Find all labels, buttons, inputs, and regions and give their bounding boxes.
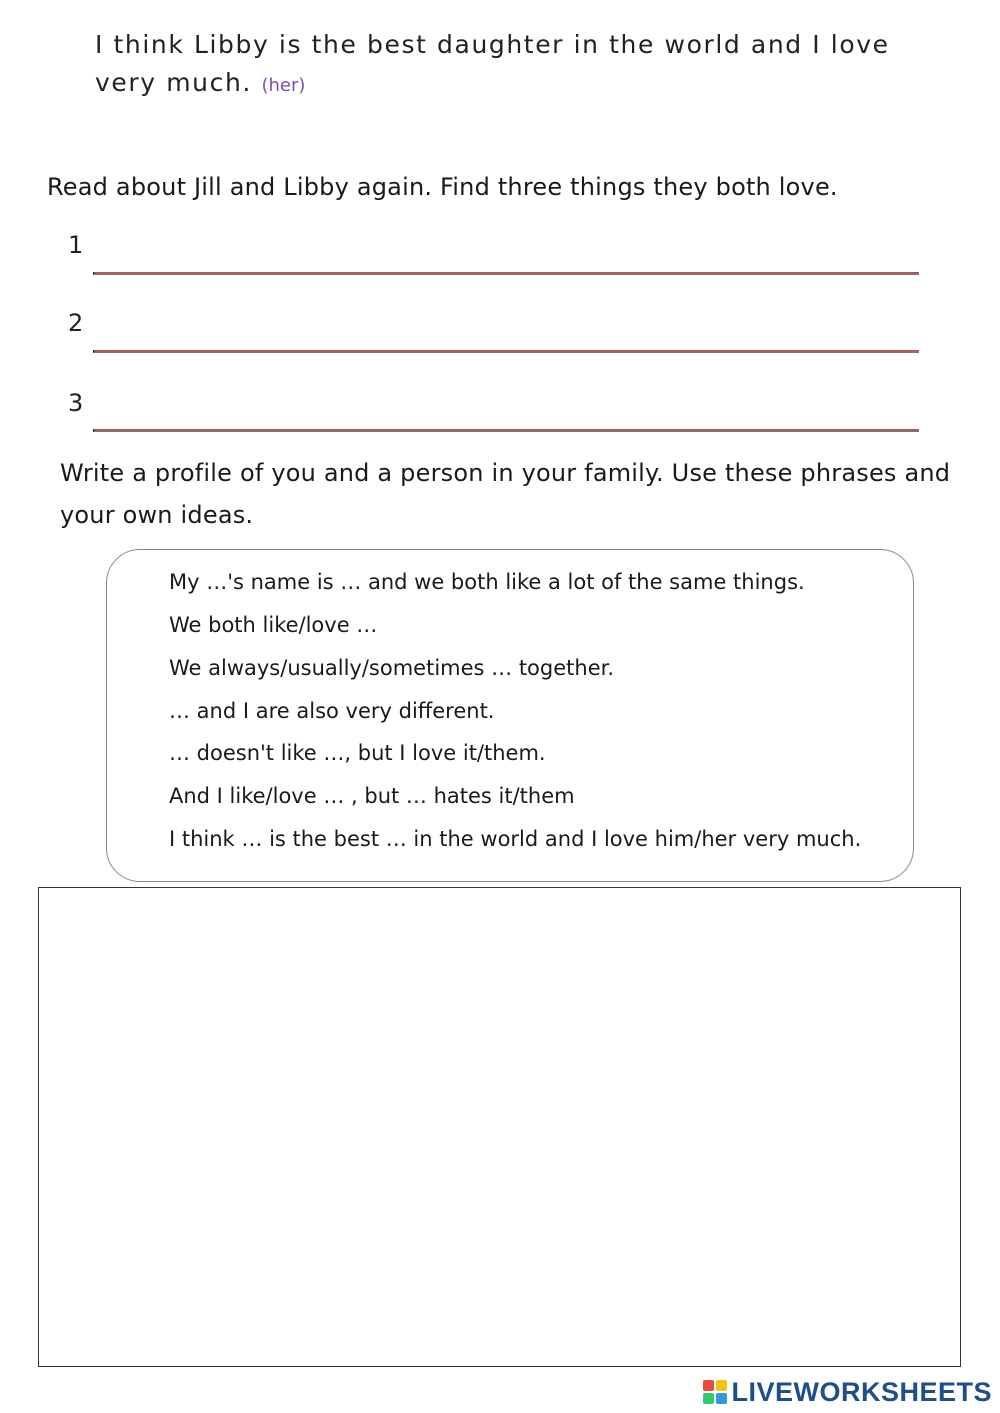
logo-square-4 xyxy=(716,1393,727,1404)
logo-square-3 xyxy=(703,1393,714,1404)
phrase-1: My …'s name is … and we both like a lot of the same things. xyxy=(169,570,805,594)
answer-number-2: 2 xyxy=(68,309,84,337)
answer-number-3: 3 xyxy=(68,389,84,417)
profile-writing-box[interactable] xyxy=(38,887,961,1367)
logo-square-2 xyxy=(716,1380,727,1391)
answer-input-3[interactable] xyxy=(93,429,919,432)
task2-instruction-line-1: Write a profile of you and a person in your family. Use these phrases and xyxy=(60,459,951,487)
phrase-7: I think … is the best … in the world and I love him/her very much. xyxy=(169,827,862,851)
answer-number-1: 1 xyxy=(68,231,84,259)
logo-square-1 xyxy=(703,1380,714,1391)
pronoun-hint: (her) xyxy=(261,75,306,96)
logo-icon xyxy=(703,1380,727,1404)
intro-line-1: I think Libby is the best daughter in the world and I love xyxy=(95,30,890,59)
liveworksheets-logo xyxy=(703,1377,992,1407)
phrase-2: We both like/love … xyxy=(169,613,378,637)
answer-input-1[interactable] xyxy=(93,272,919,275)
answer-input-2[interactable] xyxy=(93,350,919,353)
intro-line-2 xyxy=(95,68,305,97)
logo-text: LIVEWORKSHEETS xyxy=(731,1376,992,1407)
phrase-5: … doesn't like …, but I love it/them. xyxy=(169,741,546,765)
intro-line-2-text: very much. xyxy=(95,68,252,97)
phrase-4: … and I are also very different. xyxy=(169,699,495,723)
task2-instruction-line-2: your own ideas. xyxy=(60,501,254,529)
phrase-3: We always/usually/sometimes … together. xyxy=(169,656,614,680)
phrase-6: And I like/love … , but … hates it/them xyxy=(169,784,575,808)
task1-instruction: Read about Jill and Libby again. Find three things they both love. xyxy=(47,173,838,201)
